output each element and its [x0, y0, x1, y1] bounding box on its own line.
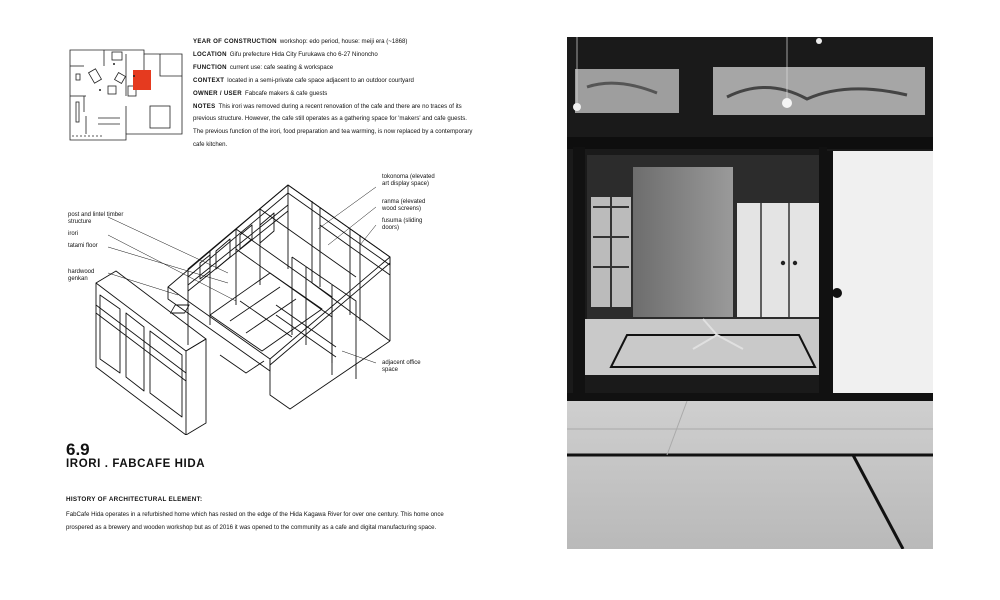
floor-plan-thumbnail — [64, 46, 186, 142]
label-tokonoma: tokonoma (elevated art display space) — [382, 174, 435, 187]
location-row: LOCATION Gifu prefecture Hida City Furukawa cho 6-27 Ninoncho — [193, 50, 378, 58]
label-fusuma: fusuma (sliding doors) — [382, 218, 423, 231]
label-irori: irori — [68, 231, 78, 237]
label-office: adjacent office space — [382, 360, 421, 373]
metadata-block — [193, 36, 473, 152]
label-post-lintel: post and lintel timber structure — [68, 212, 124, 225]
interior-photo — [567, 37, 933, 549]
section-title: IRORI . FABCAFE HIDA — [66, 458, 206, 470]
owner-row: OWNER / USER Fabcafe makers & cafe guests — [193, 89, 328, 97]
function-row: FUNCTION current use: cafe seating & workspace — [193, 63, 334, 71]
irori-highlight — [133, 70, 151, 90]
label-ranma: ranma (elevated wood screens) — [382, 199, 426, 212]
year-row: YEAR OF CONSTRUCTION workshop: edo period, house: meiji era (~1868) — [193, 38, 408, 45]
history-body: FabCafe Hida operates in a refurbished home which has rested on the edge of the Hida Kagawa River for over one century. This home once prospered as a brewery and wooden workshop but as of 2016 it was opened to the community as a cafe and digital manufacturing space. — [66, 511, 444, 531]
context-row: CONTEXT located in a semi-private cafe space adjacent to an outdoor courtyard — [193, 76, 414, 84]
label-tatami: tatami floor — [68, 243, 98, 249]
section-number: 6.9 — [66, 440, 90, 459]
history-heading: HISTORY OF ARCHITECTURAL ELEMENT: — [66, 496, 203, 503]
label-hardwood: hardwood genkan — [68, 269, 95, 282]
notes-row: NOTES This irori was removed during a recent renovation of the cafe and there are no traces of its previous structure. However, the cafe still operates as a gathering space for 'makers' and cafe guests. The previous function of the irori, food preparation and tea warming, is now replaced by a contemporary cafe kitchen. — [193, 102, 473, 149]
